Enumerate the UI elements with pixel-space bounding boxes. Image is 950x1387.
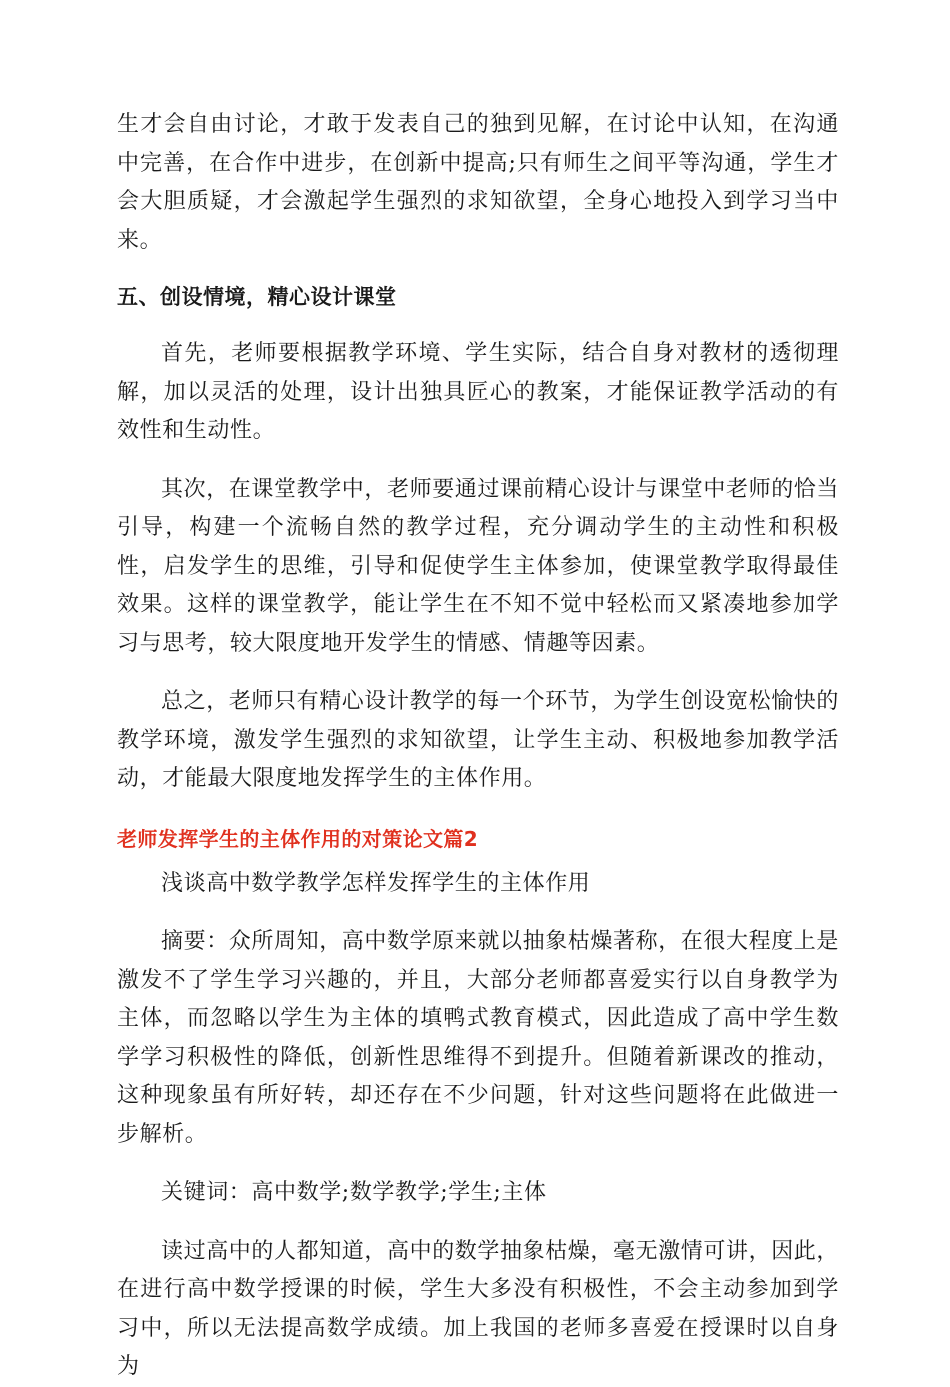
paragraph-summary: 总之，老师只有精心设计教学的每一个环节，为学生创设宽松愉快的教学环境，激发学生强烈的求知欲望，让学生主动、积极地参加教学活动，才能最大限度地发挥学生的主体作用。 (117, 689, 840, 791)
paragraph-first: 首先，老师要根据教学环境、学生实际，结合自身对教材的透彻理解，加以灵活的处理，设计出独具匠心的教案，才能保证教学活动的有效性和生动性。 (117, 341, 839, 443)
section-heading-5: 五、创设情境，精心设计课堂 (117, 285, 397, 309)
paragraph-keywords: 关键词：高中数学;数学教学;学生;主体 (161, 1180, 547, 1205)
paragraph-second: 其次，在课堂教学中，老师要通过课前精心设计与课堂中老师的恰当引导，构建一个流畅自然的教学过程，充分调动学生的主动性和积极性，启发学生的思维，引导和促使学生主体参加，使课堂教学取得最佳效果。这样的课堂教学，能让学生在不知不觉中轻松而又紧凑地参加学习与思考，较大限度地开发学生的情感、情趣等因素。 (117, 476, 840, 656)
article-2-subtitle: 浅谈高中数学教学怎样发挥学生的主体作用 (161, 870, 591, 896)
paragraph-abstract: 摘要：众所周知，高中数学原来就以抽象枯燥著称，在很大程度上是激发不了学生学习兴趣的，并且，大部分老师都喜爱实行以自身教学为主体，而忽略以学生为主体的填鸭式教育模式，因此造成了高中学生数学学习积极性的降低，创新性思维得不到提升。但随着新课改的推动，这种现象虽有所好转，却还存在不少问题，针对这些问题将在此做进一步解析。 (117, 929, 840, 1147)
article-2-title: 老师发挥学生的主体作用的对策论文篇2 (117, 826, 479, 851)
paragraph-intro: 生才会自由讨论，才敢于发表自己的独到见解，在讨论中认知，在沟通中完善，在合作中进步，在创新中提高;只有师生之间平等沟通，学生才会大胆质疑，才会激起学生强烈的求知欲望，全身心地投入到学习当中来。 (117, 112, 839, 253)
document-body (117, 106, 839, 1387)
paragraph-body: 读过高中的人都知道，高中的数学抽象枯燥，毫无激情可讲，因此，在进行高中数学授课的时候，学生大多没有积极性，不会主动参加到学习中，所以无法提高数学成绩。加上我国的老师多喜爱在授课时以自身为 (117, 1238, 840, 1379)
